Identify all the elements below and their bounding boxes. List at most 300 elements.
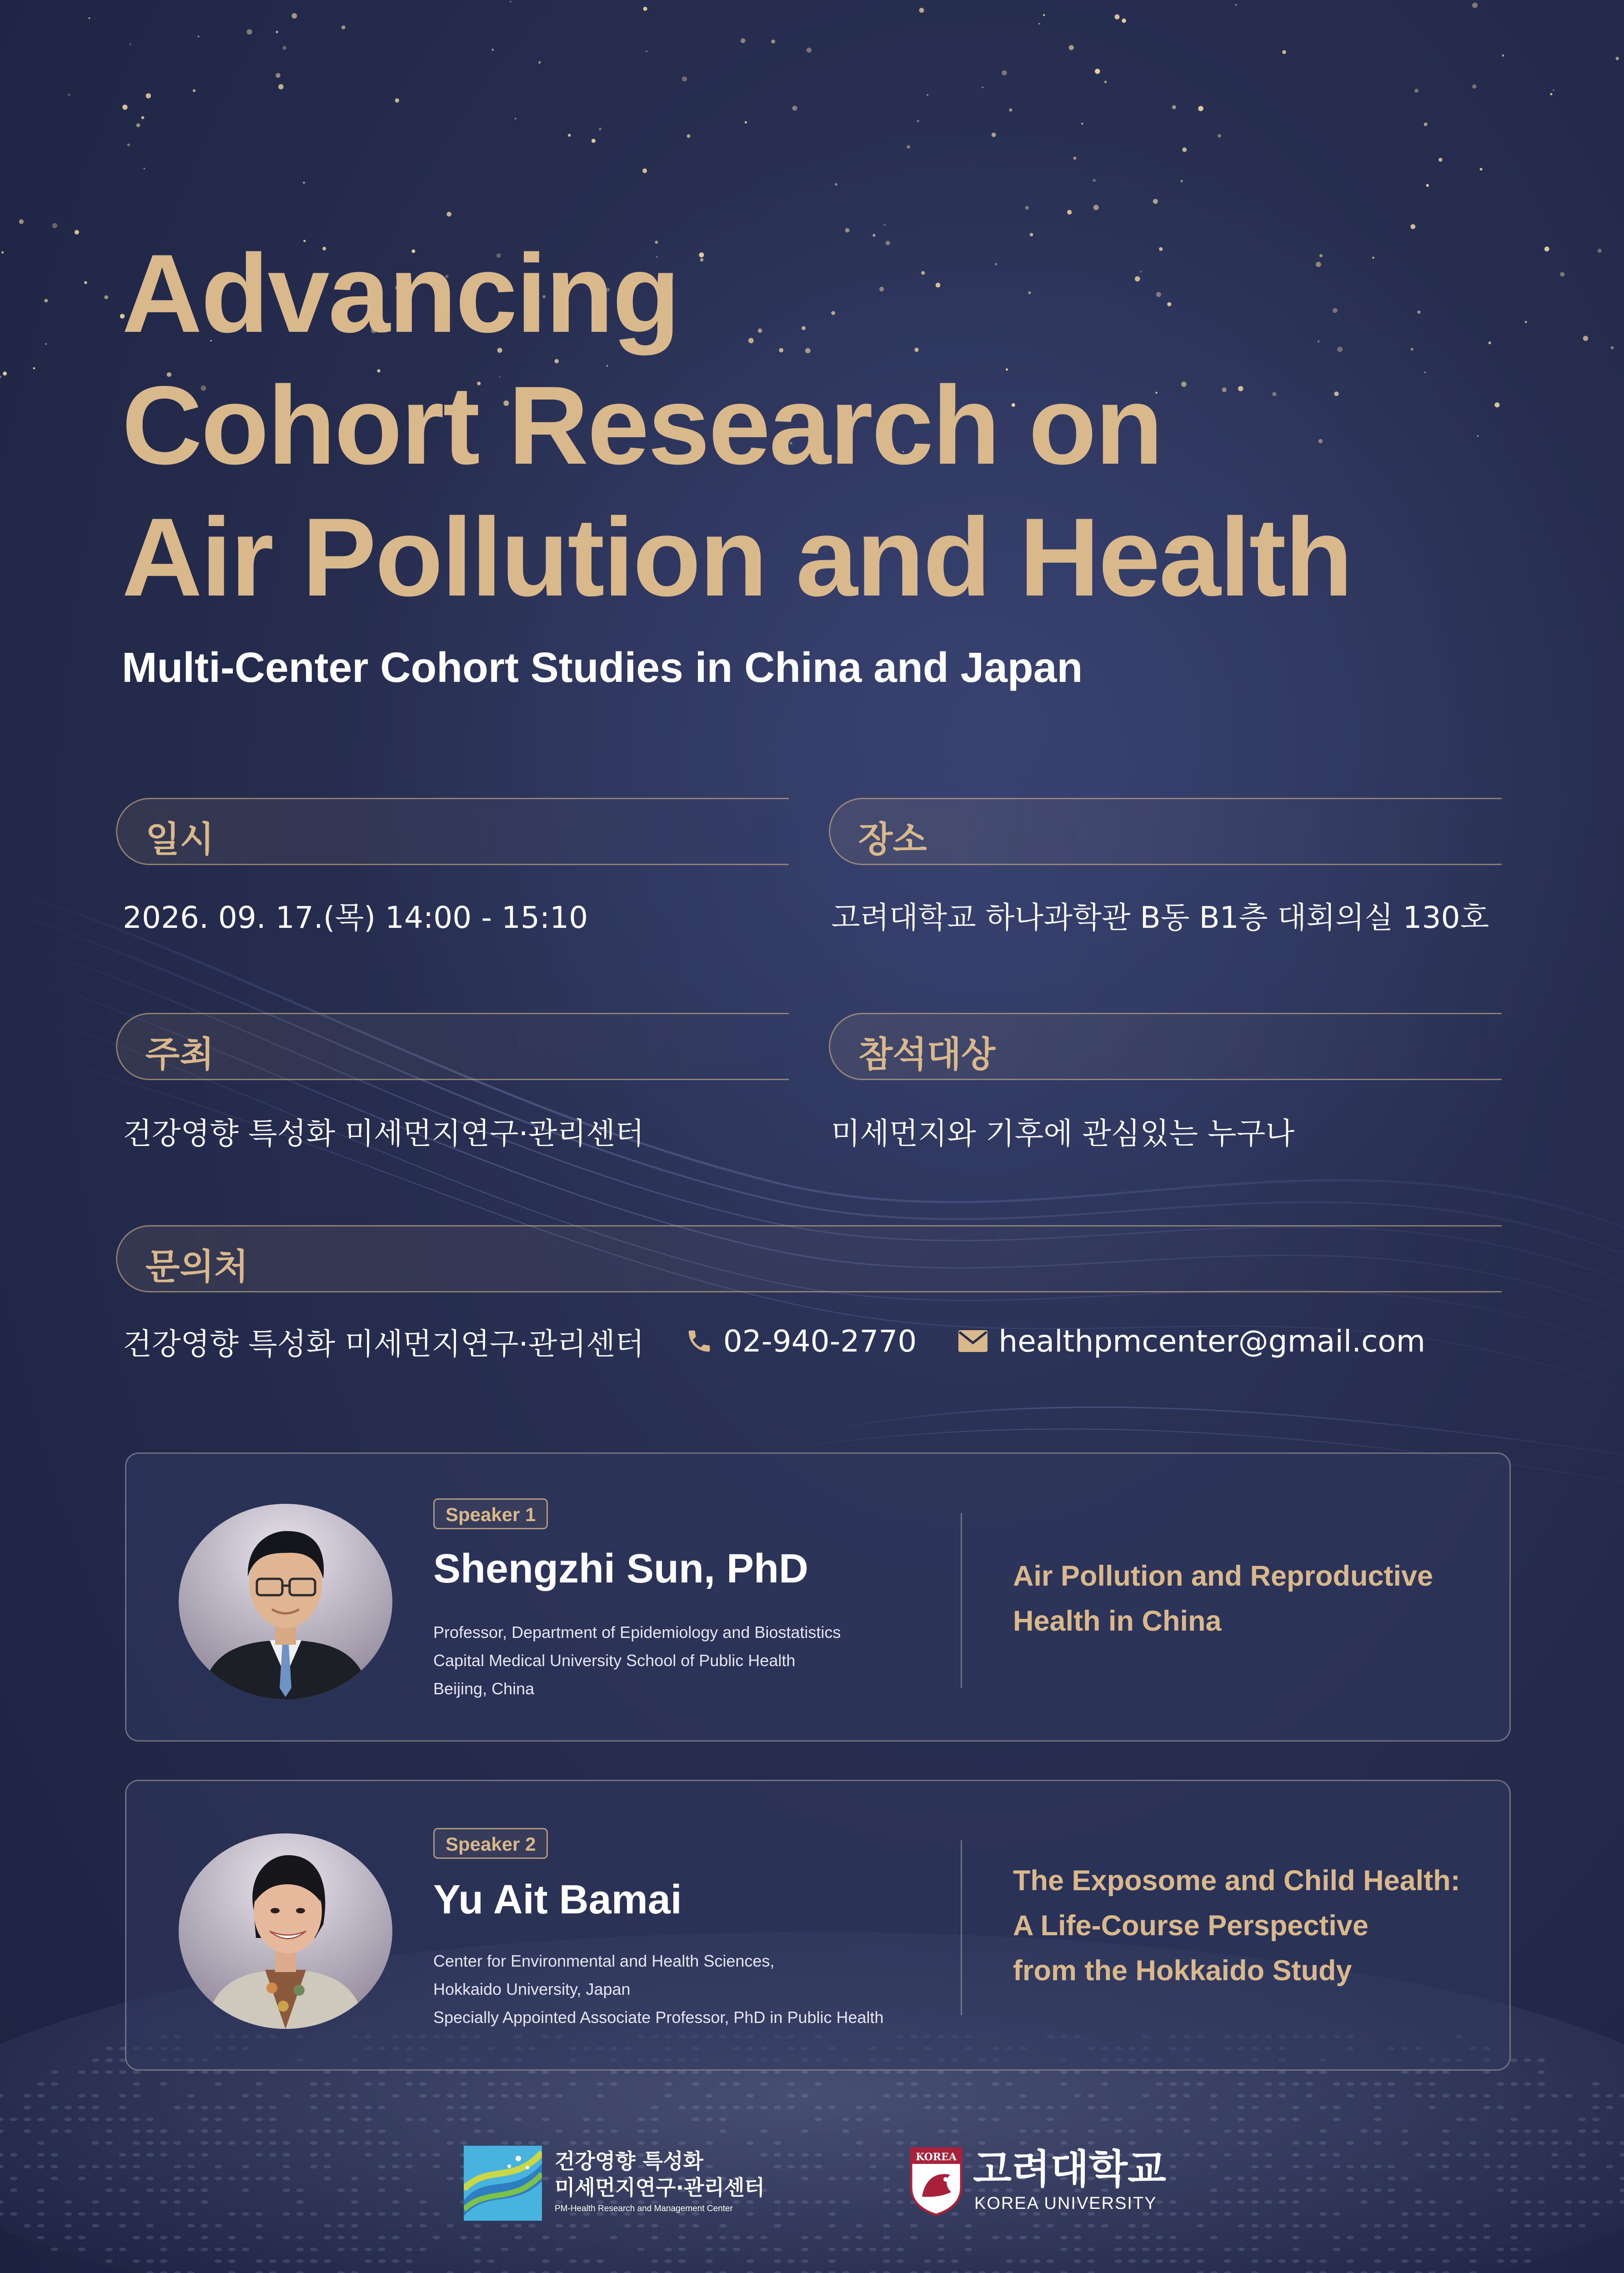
star-dot <box>0 375 1 378</box>
grid-dot <box>78 2236 85 2239</box>
grid-dot <box>1019 2259 1027 2263</box>
grid-dot <box>883 2259 890 2263</box>
grid-dot <box>365 2082 372 2086</box>
grid-dot <box>1088 2224 1095 2228</box>
grid-dot <box>760 2082 767 2086</box>
grid-dot <box>51 2165 58 2168</box>
grid-dot <box>951 2259 958 2263</box>
grid-dot <box>351 2248 358 2251</box>
grid-dot <box>310 2248 317 2251</box>
grid-dot <box>351 2200 358 2204</box>
grid-dot <box>365 2248 372 2251</box>
star-dot <box>341 25 346 30</box>
grid-dot <box>1592 2118 1599 2121</box>
grid-dot <box>937 2224 945 2228</box>
grid-dot <box>937 2070 945 2074</box>
grid-dot <box>1538 2141 1545 2145</box>
grid-dot <box>201 2070 208 2074</box>
grid-dot <box>583 2224 590 2228</box>
grid-dot <box>1469 2141 1477 2145</box>
grid-dot <box>1429 2106 1436 2109</box>
grid-dot <box>774 2141 781 2145</box>
grid-dot <box>569 2224 576 2228</box>
grid-dot <box>815 2118 822 2121</box>
grid-dot <box>992 2070 999 2074</box>
grid-dot <box>78 2177 85 2180</box>
grid-dot <box>828 2200 836 2204</box>
grid-dot <box>760 2070 767 2074</box>
grid-dot <box>1238 2141 1245 2145</box>
grid-dot <box>978 2141 986 2145</box>
grid-dot <box>201 2248 208 2251</box>
grid-dot <box>351 2224 358 2228</box>
grid-dot <box>1278 2224 1286 2228</box>
grid-dot <box>1019 2070 1027 2074</box>
contact-email[interactable]: healthpmcenter@gmail.com <box>998 1323 1426 1359</box>
star-dot <box>771 40 775 44</box>
grid-dot <box>1429 2165 1436 2168</box>
star-dot <box>303 182 305 184</box>
grid-dot <box>1456 2094 1463 2098</box>
grid-dot <box>215 2082 222 2086</box>
grid-dot <box>187 2224 195 2228</box>
grid-dot <box>910 2070 917 2074</box>
grid-dot <box>1278 2188 1286 2192</box>
grid-dot <box>419 2212 426 2216</box>
pm-center-logo <box>464 2146 773 2223</box>
grid-dot <box>1388 2165 1395 2168</box>
star-dot <box>68 94 70 96</box>
grid-dot <box>1319 2188 1327 2192</box>
grid-dot <box>1538 2094 1545 2098</box>
grid-dot <box>1210 2188 1218 2192</box>
grid-dot <box>119 2165 126 2168</box>
grid-dot <box>897 2129 904 2133</box>
grid-dot <box>187 2212 195 2216</box>
grid-dot <box>310 2129 317 2133</box>
grid-dot <box>269 2129 276 2133</box>
grid-dot <box>1510 2153 1518 2157</box>
grid-dot <box>378 2106 386 2109</box>
star-dot <box>1043 14 1045 16</box>
grid-dot <box>1592 2141 1599 2145</box>
grid-dot <box>1579 2118 1586 2121</box>
star-dot <box>538 61 541 64</box>
grid-dot <box>1265 2236 1272 2239</box>
grid-dot <box>215 2129 222 2133</box>
grid-dot <box>487 2106 495 2109</box>
korea-university-korean-name: 고려대학교 <box>973 2146 1167 2193</box>
star-dot <box>1417 310 1420 314</box>
grid-dot <box>406 2188 413 2192</box>
grid-dot <box>1224 2129 1231 2133</box>
star-dot <box>1181 180 1183 182</box>
grid-dot <box>1142 2236 1149 2239</box>
grid-dot <box>965 2070 972 2074</box>
grid-dot <box>1074 2224 1081 2228</box>
grid-dot <box>897 2248 904 2251</box>
grid-dot <box>637 2248 645 2251</box>
grid-dot <box>1565 2165 1572 2168</box>
grid-dot <box>883 2118 890 2121</box>
grid-dot <box>1319 2177 1327 2180</box>
grid-dot <box>692 2106 699 2109</box>
grid-dot <box>1210 2236 1218 2239</box>
grid-dot <box>1551 2153 1559 2157</box>
grid-dot <box>515 2236 522 2239</box>
grid-dot <box>392 2165 399 2168</box>
grid-dot <box>51 2153 58 2157</box>
grid-dot <box>65 2200 72 2204</box>
grid-dot <box>828 2177 836 2180</box>
grid-dot <box>406 2082 413 2086</box>
grid-dot <box>1306 2094 1313 2098</box>
grid-dot <box>65 2236 72 2239</box>
grid-dot <box>665 2248 672 2251</box>
grid-dot <box>1333 2153 1340 2157</box>
grid-dot <box>1347 2259 1354 2263</box>
grid-dot <box>419 2224 426 2228</box>
grid-dot <box>228 2259 236 2263</box>
grid-dot <box>1265 2259 1272 2263</box>
grid-dot <box>392 2153 399 2157</box>
grid-dot <box>92 2212 99 2216</box>
star-dot <box>1093 205 1099 210</box>
grid-dot <box>1333 2165 1340 2168</box>
grid-dot <box>92 2200 99 2204</box>
grid-dot <box>351 2106 358 2109</box>
star-dot <box>198 36 200 38</box>
grid-dot <box>1169 2082 1177 2086</box>
grid-dot <box>1360 2248 1368 2251</box>
grid-dot <box>1251 2248 1258 2251</box>
grid-dot <box>105 2248 113 2251</box>
grid-dot <box>856 2236 863 2239</box>
grid-dot <box>92 2118 99 2121</box>
grid-dot <box>747 2259 754 2263</box>
grid-dot <box>1278 2070 1286 2074</box>
grid-dot <box>1251 2070 1258 2074</box>
grid-dot <box>1442 2094 1449 2098</box>
grid-dot <box>528 2248 536 2251</box>
grid-dot <box>1551 2094 1559 2098</box>
grid-dot <box>1292 2259 1299 2263</box>
grid-dot <box>1074 2070 1081 2074</box>
grid-dot <box>651 2236 658 2239</box>
grid-dot <box>187 2070 195 2074</box>
grid-dot <box>1183 2094 1190 2098</box>
grid-dot <box>1415 2248 1422 2251</box>
grid-dot <box>78 2094 85 2098</box>
contact-phone[interactable]: 02-940-2770 <box>723 1323 917 1359</box>
grid-dot <box>242 2118 249 2121</box>
star-dot <box>510 1 511 2</box>
grid-dot <box>1292 2248 1299 2251</box>
grid-dot <box>1251 2141 1258 2145</box>
grid-dot <box>1483 2153 1490 2157</box>
grid-dot <box>1197 2153 1204 2157</box>
grid-dot <box>1292 2224 1299 2228</box>
grid-dot <box>1347 2165 1354 2168</box>
title-line-2: Cohort Research on <box>122 363 1162 487</box>
grid-dot <box>1401 2259 1408 2263</box>
grid-dot <box>365 2118 372 2121</box>
grid-dot <box>406 2153 413 2157</box>
grid-dot <box>883 2236 890 2239</box>
grid-dot <box>228 2248 236 2251</box>
star-dot <box>130 44 131 45</box>
grid-dot <box>187 2177 195 2180</box>
grid-dot <box>1238 2188 1245 2192</box>
grid-dot <box>133 2236 140 2239</box>
speaker-1-photo <box>179 1504 392 1699</box>
star-dot <box>642 169 647 173</box>
grid-dot <box>1238 2082 1245 2086</box>
grid-dot <box>474 2259 481 2263</box>
grid-dot <box>706 2070 713 2074</box>
grid-dot <box>351 2212 358 2216</box>
star-dot <box>278 84 284 90</box>
grid-dot <box>828 2224 836 2228</box>
grid-dot <box>1606 2094 1613 2098</box>
grid-dot <box>37 2153 45 2157</box>
grid-dot <box>1210 2094 1218 2098</box>
grid-dot <box>256 2259 263 2263</box>
grid-dot <box>365 2141 372 2145</box>
grid-dot <box>119 2118 126 2121</box>
star-dot <box>1560 272 1564 276</box>
grid-dot <box>815 2106 822 2109</box>
star-dot <box>591 139 596 143</box>
grid-dot <box>856 2224 863 2228</box>
grid-dot <box>105 2118 113 2121</box>
grid-dot <box>801 2259 808 2263</box>
grid-dot <box>133 2153 140 2157</box>
grid-dot <box>1524 2082 1531 2086</box>
grid-dot <box>146 2177 154 2180</box>
grid-dot <box>310 2094 317 2098</box>
grid-dot <box>1456 2236 1463 2239</box>
star-dot <box>1424 371 1426 373</box>
grid-dot <box>24 2129 31 2133</box>
grid-dot <box>637 2224 645 2228</box>
grid-dot <box>897 2070 904 2074</box>
grid-dot <box>937 2248 945 2251</box>
grid-dot <box>556 2094 563 2098</box>
audience-label: 참석대상 <box>858 1034 996 1075</box>
grid-dot <box>1115 2129 1122 2133</box>
grid-dot <box>1374 2129 1381 2133</box>
pm-center-name-line-1: 건강영향 특성화 <box>555 2149 704 2173</box>
grid-dot <box>1579 2165 1586 2168</box>
grid-dot <box>883 2248 890 2251</box>
grid-dot <box>1238 2200 1245 2204</box>
grid-dot <box>474 2236 481 2239</box>
grid-dot <box>1442 2129 1449 2133</box>
grid-dot <box>310 2153 317 2157</box>
grid-dot <box>1469 2212 1477 2216</box>
grid-dot <box>1565 2224 1572 2228</box>
speaker-1-affiliation-line: Professor, Department of Epidemiology and Biostatistics <box>433 1623 841 1642</box>
grid-dot <box>1524 2106 1531 2109</box>
grid-dot <box>1469 2153 1477 2157</box>
grid-dot <box>1510 2236 1518 2239</box>
grid-dot <box>1565 2200 1572 2204</box>
grid-dot <box>201 2153 208 2157</box>
grid-dot <box>760 2236 767 2239</box>
grid-dot <box>433 2070 440 2074</box>
grid-dot <box>897 2259 904 2263</box>
speaker-2-talk-title <box>1013 1858 1460 1993</box>
grid-dot <box>392 2177 399 2180</box>
grid-dot <box>1388 2082 1395 2086</box>
grid-dot <box>324 2070 331 2074</box>
star-dot <box>1477 435 1479 436</box>
speaker-1-affiliation <box>433 1618 841 1703</box>
grid-dot <box>1169 2070 1177 2074</box>
grid-dot <box>310 2259 317 2263</box>
grid-dot <box>256 2153 263 2157</box>
grid-dot <box>1251 2200 1258 2204</box>
grid-dot <box>719 2224 727 2228</box>
grid-dot <box>365 2153 372 2157</box>
grid-dot <box>665 2094 672 2098</box>
grid-dot <box>1538 2177 1545 2180</box>
grid-dot <box>365 2106 372 2109</box>
grid-dot <box>1197 2248 1204 2251</box>
grid-dot <box>1524 2177 1531 2180</box>
speaker-2-divider <box>961 1840 962 2015</box>
grid-dot <box>801 2094 808 2098</box>
grid-dot <box>119 2248 126 2251</box>
grid-dot <box>678 2141 686 2145</box>
star-dot <box>1093 179 1096 182</box>
grid-dot <box>446 2094 454 2098</box>
star-dot <box>1550 93 1552 95</box>
speaker-1-affiliation-line: Capital Medical University School of Public Health <box>433 1651 796 1670</box>
grid-dot <box>1210 2200 1218 2204</box>
grid-dot <box>187 2106 195 2109</box>
star-dot <box>1494 402 1499 407</box>
speaker-card-2 <box>125 1780 1511 2071</box>
grid-dot <box>1374 2236 1381 2239</box>
grid-dot <box>392 2094 399 2098</box>
grid-dot <box>910 2094 917 2098</box>
grid-dot <box>1497 2106 1504 2109</box>
grid-dot <box>1388 2224 1395 2228</box>
star-dot <box>1122 19 1126 23</box>
grid-dot <box>515 2224 522 2228</box>
grid-dot <box>1210 2141 1218 2145</box>
grid-dot <box>1442 2141 1449 2145</box>
grid-dot <box>1469 2248 1477 2251</box>
grid-dot <box>1238 2106 1245 2109</box>
grid-dot <box>474 2106 481 2109</box>
grid-dot <box>787 2200 795 2204</box>
grid-dot <box>1469 2118 1477 2121</box>
grid-dot <box>1538 2129 1545 2133</box>
grid-dot <box>1319 2153 1327 2157</box>
grid-dot <box>215 2177 222 2180</box>
grid-dot <box>1115 2236 1122 2239</box>
grid-dot <box>1210 2165 1218 2168</box>
grid-dot <box>1606 2106 1613 2109</box>
grid-dot <box>133 2212 140 2216</box>
grid-dot <box>365 2212 372 2216</box>
grid-dot <box>1033 2129 1040 2133</box>
star-dot <box>682 76 687 81</box>
grid-dot <box>719 2248 727 2251</box>
grid-dot <box>10 2188 17 2192</box>
venue-label: 장소 <box>858 819 927 860</box>
grid-dot <box>1510 2141 1518 2145</box>
grid-dot <box>392 2141 399 2145</box>
grid-dot <box>719 2236 727 2239</box>
grid-dot <box>256 2236 263 2239</box>
grid-dot <box>337 2129 345 2133</box>
grid-dot <box>446 2106 454 2109</box>
grid-dot <box>815 2236 822 2239</box>
grid-dot <box>1238 2177 1245 2180</box>
speaker-2-name: Yu Ait Bamai <box>433 1877 682 1923</box>
grid-dot <box>747 2236 754 2239</box>
grid-dot <box>174 2177 181 2180</box>
grid-dot <box>937 2106 945 2109</box>
grid-dot <box>1469 2236 1477 2239</box>
grid-dot <box>856 2141 863 2145</box>
grid-dot <box>174 2141 181 2145</box>
grid-dot <box>10 2118 17 2121</box>
grid-dot <box>160 2141 167 2145</box>
grid-dot <box>856 2153 863 2157</box>
speaker-1-badge: Speaker 1 <box>433 1498 548 1529</box>
grid-dot <box>1388 2248 1395 2251</box>
grid-dot <box>828 2106 836 2109</box>
grid-dot <box>1169 2259 1177 2263</box>
grid-dot <box>1169 2236 1177 2239</box>
star-dot <box>1414 89 1418 93</box>
grid-dot <box>283 2188 290 2192</box>
grid-dot <box>174 2236 181 2239</box>
grid-dot <box>119 2224 126 2228</box>
grid-dot <box>924 2106 931 2109</box>
grid-dot <box>787 2212 795 2216</box>
grid-dot <box>1292 2082 1299 2086</box>
grid-dot <box>1333 2212 1340 2216</box>
grid-dot <box>160 2236 167 2239</box>
grid-dot <box>1374 2259 1381 2263</box>
star-dot <box>1525 321 1527 323</box>
grid-dot <box>828 2259 836 2263</box>
grid-dot <box>992 2236 999 2239</box>
grid-dot <box>406 2165 413 2168</box>
grid-dot <box>965 2248 972 2251</box>
grid-dot <box>283 2094 290 2098</box>
grid-dot <box>1210 2118 1218 2121</box>
grid-dot <box>665 2082 672 2086</box>
grid-dot <box>378 2129 386 2133</box>
grid-dot <box>324 2129 331 2133</box>
star-dot <box>1 251 4 254</box>
grid-dot <box>324 2259 331 2263</box>
grid-dot <box>1292 2200 1299 2204</box>
korea-university-english-name: KOREA UNIVERSITY <box>974 2194 1157 2213</box>
star-dot <box>835 183 837 186</box>
grid-dot <box>651 2106 658 2109</box>
grid-dot <box>1169 2248 1177 2251</box>
grid-dot <box>501 2224 508 2228</box>
grid-dot <box>1006 2236 1013 2239</box>
